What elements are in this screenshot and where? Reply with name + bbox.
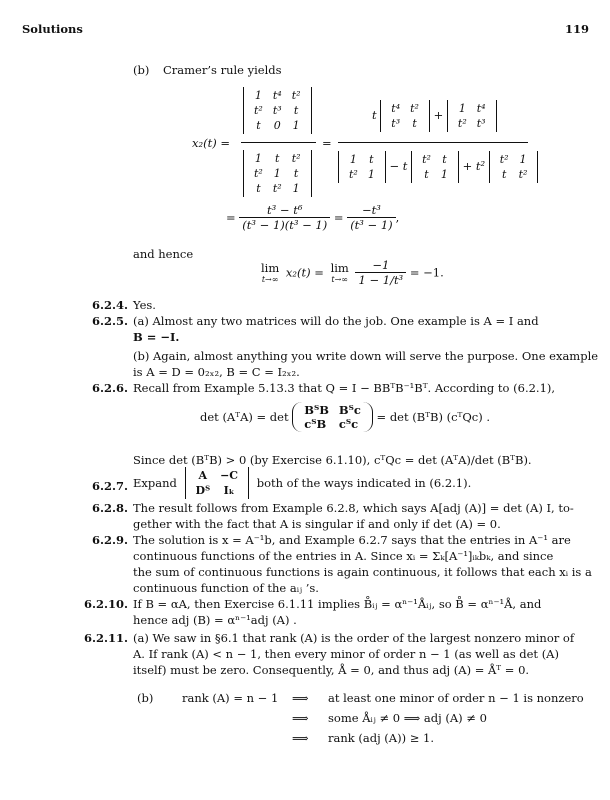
text-6-2-9-t3: the sum of continuous functions is again continuous, it follows that each xᵢ is a: [133, 565, 592, 579]
rhs-denominator: 1 t t² 1 − t t² t t 1 + t² t² 1 t t²: [338, 151, 538, 183]
header-left: Solutions: [22, 22, 83, 36]
text-6-2-8-t2: gether with the fact that A is singular if and only if det (A) = 0.: [133, 517, 501, 531]
label-6-2-9: 6.2.9.: [91, 533, 128, 547]
text-6-2-10-t1: If B = αA, then Exercise 6.1.11 implies B̊ᵢⱼ = αⁿ⁻¹Åᵢⱼ, so B̊ = αⁿ⁻¹Å, and: [133, 597, 542, 611]
label-6-2-7: 6.2.7.: [91, 479, 128, 493]
rank-result-3: rank (adj (A)) ≥ 1.: [328, 731, 434, 745]
implies-arrow-2: ⟹: [292, 711, 309, 725]
text-6-2-10-t2: hence adj (B) = αⁿ⁻¹adj (A) .: [133, 613, 297, 627]
text-6-2-11-t2: A. If rank (A) < n − 1, then every minor of order n − 1 (as well as det (A): [133, 647, 559, 661]
text-6-2-6-t1: Recall from Example 5.13.3 that Q = I − BBᵀB⁻¹Bᵀ. According to (6.2.1),: [133, 381, 556, 395]
label-6-2-11: 6.2.11.: [83, 631, 128, 645]
and-hence: and hence: [133, 247, 194, 261]
fraction-bar-right: [338, 142, 528, 143]
label-6-2-6: 6.2.6.: [91, 381, 128, 395]
simplified-line: = $\frac{\text{t³ − t⁶}}{\text{(t³ − 1)(t³ − 1)}}$ = $\frac{\text{−t³}}{\text{(t³ − 1)}}$ ,: [226, 203, 400, 232]
rhs-numerator: t t⁴ t² t³ t + 1 t⁴ t² t³: [372, 100, 497, 132]
label-6-2-5: 6.2.5.: [91, 314, 128, 328]
x2-lhs: x₂(t) =: [192, 136, 230, 150]
equals-1: =: [322, 136, 332, 150]
text-6-2-6-t2: Since det (BᵀB) > 0 (by Exercise 6.1.10), cᵀQc = det (AᵀA)/det (BᵀB).: [133, 453, 532, 467]
label-6-2-10: 6.2.10.: [83, 597, 128, 611]
fraction-bar-left: [241, 142, 316, 143]
det-bottom: 1 t t² t² 1 t t t² 1: [243, 150, 312, 197]
text-6-2-8-t1: The result follows from Example 6.2.8, which says A[adj (A)] = det (A) I, to-: [133, 501, 574, 515]
text-6-2-11-t1: (a) We saw in §6.1 that rank (A) is the order of the largest nonzero minor of: [133, 631, 575, 645]
text-6-2-9-t2: continuous functions of the entries in A. Since xᵢ = Σₖ[A⁻¹]ᵢₖbₖ, and since: [133, 549, 554, 563]
rank-result-2: some Åᵢⱼ ≠ 0 ⟹ adj (A) ≠ 0: [328, 711, 487, 725]
rank-result-1: at least one minor of order n − 1 is nonzero: [328, 691, 584, 705]
text-6-2-4: Yes.: [133, 298, 156, 312]
label-6-2-8: 6.2.8.: [91, 501, 128, 515]
label-6-2-4: 6.2.4.: [91, 298, 128, 312]
implies-arrow-1: ⟹: [292, 691, 309, 705]
text-6-2-5-b1: (b) Again, almost anything you write down will serve the purpose. One example: [133, 349, 599, 363]
limit-line: lim t→∞ x₂(t) = lim t→∞ $\frac{-1}{\text{1 − 1/t³}}$ = −1.: [261, 258, 444, 287]
text-6-2-9-t4: continuous function of the aᵢⱼ ’s.: [133, 581, 319, 595]
text-6-2-5-b2: is A = D = 0₂ₓ₂, B = C = I₂ₓ₂.: [133, 365, 300, 379]
text-6-2-7: Expand A −C Dᵀ Iₖ both of the ways indicated in (6.2.1).: [133, 469, 472, 497]
det-top: 1 t⁴ t² t² t³ t t 0 1: [243, 87, 312, 134]
implies-arrow-3: ⟹: [292, 731, 309, 745]
part-b-label: (b): [133, 63, 150, 77]
part-b-label-6-2-11: (b): [137, 691, 154, 705]
text-6-2-5-a2: B = −I.: [133, 330, 180, 344]
page-number: 119: [565, 22, 590, 36]
det-equation-6-2-6: det (AᵀA) = det BᵀB Bᵀc cᵀB cᵀc = det (BᵀB) (cᵀQc) .: [200, 403, 491, 431]
rank-lhs: rank (A) = n − 1: [182, 691, 279, 705]
text-6-2-5-a1: (a) Almost any two matrices will do the job. One example is A = I and: [133, 314, 539, 328]
text-6-2-9-t1: The solution is x = A⁻¹b, and Example 6.2.7 says that the entries in A⁻¹ are: [133, 533, 571, 547]
text-6-2-11-t3: itself) must be zero. Consequently, Å = 0, and thus adj (A) = Åᵀ = 0.: [133, 663, 530, 677]
part-b-intro: Cramer’s rule yields: [163, 63, 282, 77]
